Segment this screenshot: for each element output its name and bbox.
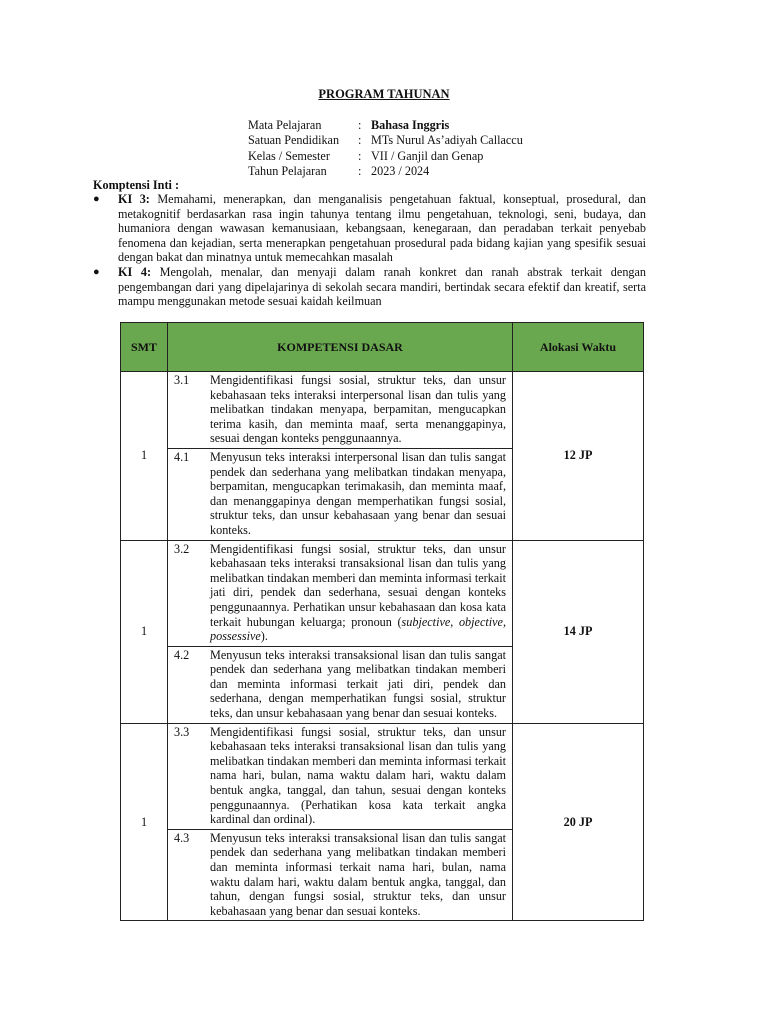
kd-table <box>120 322 644 921</box>
bullet-icon: ● <box>93 265 100 278</box>
info-value-subject: Bahasa Inggris <box>371 118 450 132</box>
kd-text: Mengidentifikasi fungsi sosial, struktur teks, dan unsur kebahasaan teks interaksi interpersonal lisan dan tulis yang melibatkan tindakan menyapa, berpamitan, mengucapkan terima kasih, dan meminta maaf, serta menanggapinya, sesuai dengan konteks penggunaannya. <box>210 373 506 446</box>
info-value-class: VII / Ganjil dan Genap <box>371 148 484 163</box>
table-header-row <box>121 323 644 372</box>
kd-number: 4.1 <box>174 449 190 464</box>
info-row <box>248 164 523 179</box>
smt-cell: 1 <box>121 372 168 541</box>
header-alloc: Alokasi Waktu <box>513 323 644 372</box>
ki-heading: Komptensi Inti : <box>93 178 179 192</box>
ki-label: KI 3: <box>118 192 150 206</box>
kd-item <box>168 448 512 540</box>
info-row <box>248 149 523 164</box>
kd-number: 4.2 <box>174 647 190 662</box>
kd-text: Menyusun teks interaksi transaksional lisan dan tulis sangat pendek dan sederhana yang melibatkan tindakan memberi dan meminta informasi terkait nama hari, bulan, nama waktu dalam hari, waktu dalam bentuk angka, tanggal, dan tahun, dengan fungsi sosial, struktur teks, dan unsur kebahasaan yang benar dan sesuai konteks. <box>210 830 506 918</box>
info-colon: : <box>358 163 362 178</box>
kd-text: Menyusun teks interaksi transaksional lisan dan tulis sangat pendek dan sederhana yang melibatkan tindakan memberi dan meminta informasi terkait jati diri, pendek dan sederhana, dengan memperhatikan fungsi sosial, struktur teks, dan unsur kebahasaan yang benar dan sesuai konteks. <box>210 647 506 721</box>
page-title: PROGRAM TAHUNAN <box>318 87 450 101</box>
kd-cell <box>168 372 513 541</box>
kd-item <box>168 541 512 646</box>
kd-item <box>168 724 512 829</box>
kd-text-tail: ). <box>260 629 268 644</box>
kd-item <box>168 829 512 921</box>
info-label: Kelas / Semester <box>248 148 330 163</box>
ki-item <box>93 192 646 265</box>
info-value-school: MTs Nurul As’adiyah Callaccu <box>371 133 523 148</box>
info-label: Tahun Pelajaran <box>248 163 327 178</box>
kd-cell <box>168 723 513 921</box>
document-info <box>248 118 523 179</box>
ki-item <box>93 265 646 309</box>
ki-label: KI 4: <box>118 264 152 279</box>
table-row <box>121 372 644 541</box>
kd-text: Menyusun teks interaksi interpersonal lisan dan tulis sangat pendek dan sederhana yang melibatkan tindakan menyapa, berpamitan, mengucapkan terimakasih, dan meminta maaf, dan menanggapinya dengan memperhatikan fungsi sosial, struktur teks, dan unsur kebahasaan yang benar dan sesuai konteks. <box>210 449 506 537</box>
info-value-year: 2023 / 2024 <box>371 163 430 178</box>
kd-number: 4.3 <box>174 830 190 845</box>
smt-cell: 1 <box>121 540 168 723</box>
table-row <box>121 540 644 723</box>
table-row <box>121 723 644 921</box>
alloc-cell: 20 JP <box>513 723 644 921</box>
info-label: Mata Pelajaran <box>248 118 322 132</box>
alloc-cell: 14 JP <box>513 540 644 723</box>
info-colon: : <box>358 148 362 163</box>
header-kd: KOMPETENSI DASAR <box>168 323 513 372</box>
info-row <box>248 133 523 148</box>
kd-item <box>168 372 512 448</box>
smt-cell: 1 <box>121 723 168 921</box>
kd-number: 3.1 <box>174 373 190 387</box>
kd-number: 3.3 <box>174 724 190 739</box>
ki-list <box>93 192 646 309</box>
kd-cell <box>168 540 513 723</box>
kd-text-main: Mengidentifikasi fungsi sosial, struktur teks, dan unsur kebahasaan teks interaksi transaksional lisan dan tulis yang melibatkan tindakan memberi dan meminta informasi terkait jati diri, pendek dan sederhana, sesuai dengan konteks penggunaannya. Perhatikan unsur kebahasaan dan kosa kata terkait hubungan keluarga; pronoun ( <box>210 541 506 629</box>
kd-text: Mengidentifikasi fungsi sosial, struktur teks, dan unsur kebahasaan teks interaksi transaksional lisan dan tulis yang melibatkan tindakan memberi dan meminta informasi terkait nama hari, bulan, nama waktu dalam hari, waktu dalam bentuk angka, tanggal, dan tahun, sesuai dengan konteks penggunaannya. (Perhatikan kosa kata terkait angka kardinal dan ordinal). <box>210 724 506 827</box>
kd-item <box>168 646 512 723</box>
info-colon: : <box>358 118 362 132</box>
header-smt: SMT <box>121 323 168 372</box>
kd-text-italic: subjective, objective, possessive <box>210 614 506 644</box>
info-label: Satuan Pendidikan <box>248 133 340 148</box>
kd-text <box>210 542 506 644</box>
info-row <box>248 118 523 133</box>
ki-text: Memahami, menerapkan, dan menganalisis pengetahuan faktual, konseptual, prosedural, dan metakognitif berdasarkan rasa ingin tahunya tentang ilmu pengetahuan, teknologi, seni, budaya, dan humaniora dengan wawasan kemanusiaan, kebangsaan, kenegaraan, dan peradaban terkait penyebab fenomena dan kejadian, serta menerapkan pengetahuan prosedural pada bidang kajian yang spesifik sesuai dengan bakat dan minatnya untuk memecahkan masalah <box>118 192 646 265</box>
ki-text: Mengolah, menalar, dan menyaji dalam ranah konkret dan ranah abstrak terkait dengan pengembangan dari yang dipelajarinya di sekolah secara mandiri, bertindak secara efektif dan kreatif, serta mampu menggunakan metode sesuai kaidah keilmuan <box>118 264 647 309</box>
kd-number: 3.2 <box>174 541 190 556</box>
alloc-cell: 12 JP <box>513 372 644 541</box>
bullet-icon: ● <box>93 193 100 205</box>
info-colon: : <box>358 133 362 148</box>
